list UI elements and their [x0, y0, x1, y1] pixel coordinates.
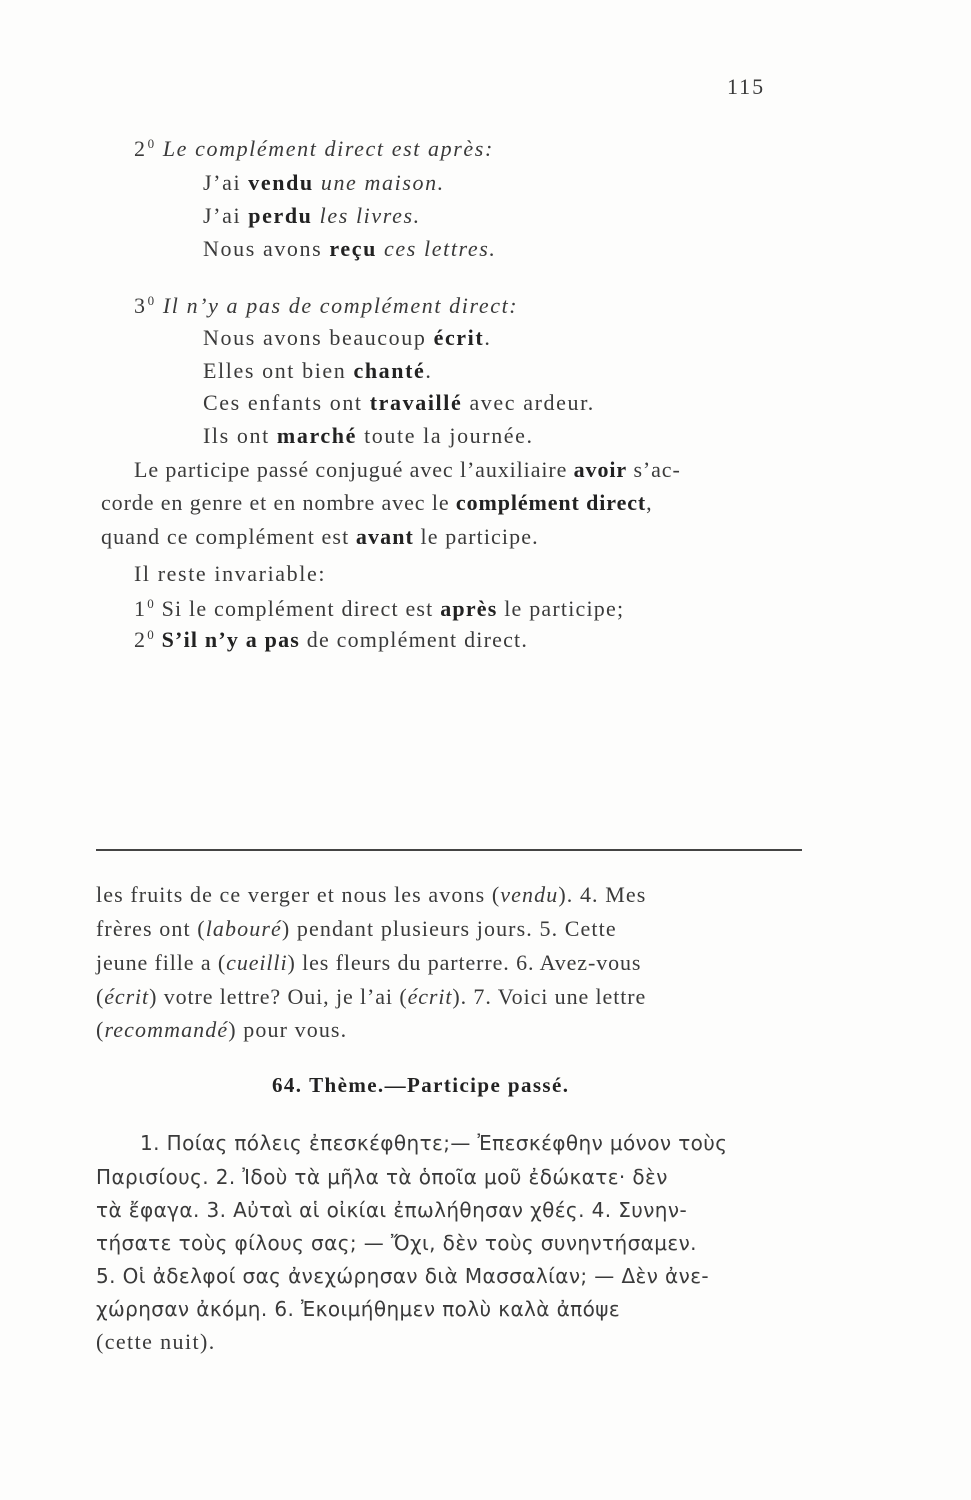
case-2-text: Le complément direct est après: — [162, 136, 494, 161]
exercise-text: ( — [96, 984, 105, 1009]
example-text: J’ai — [203, 170, 249, 195]
case-number: 2 — [134, 627, 147, 652]
example-participle: travaillé — [369, 390, 463, 415]
example-participle: vendu — [248, 170, 314, 195]
rule-text: quand ce complément est — [101, 524, 356, 549]
theme-heading — [272, 1075, 569, 1096]
theme-line: 5. Οἱ ἀδελφοί σας ἀνεχώρησαν διὰ Μασσαλίαν; — Δὲν ἀνε- — [96, 1264, 710, 1288]
rule-keyword: complément direct — [455, 490, 647, 515]
rule-text: le participe. — [413, 524, 539, 549]
example-line — [203, 360, 433, 382]
case-2-ordinal: 0 — [147, 136, 156, 151]
example-line — [203, 238, 497, 260]
exercise-verb: recommandé — [104, 1017, 229, 1042]
case-keyword: après — [440, 596, 498, 621]
example-line — [203, 172, 445, 194]
example-line — [203, 205, 421, 227]
case-ordinal: 0 — [147, 596, 155, 611]
case-2-heading — [134, 137, 494, 160]
theme-title: Thème.—Participe passé. — [309, 1073, 570, 1097]
rule-text: Le participe passé conjugué avec l’auxiliaire — [134, 457, 574, 482]
example-participle: reçu — [329, 236, 377, 261]
case-3-heading — [134, 294, 518, 317]
example-tail: avec ardeur. — [462, 390, 595, 415]
example-text: Ils ont — [203, 423, 277, 448]
invariable-case-2 — [134, 628, 528, 651]
case-text: de complément direct. — [300, 627, 529, 652]
rule-text: corde en genre et en nombre avec le — [101, 490, 456, 515]
exercise-text: ) les fleurs du parterre. 6. Avez-vous — [287, 950, 642, 975]
example-participle: écrit — [433, 325, 485, 350]
exercise-text: ) votre lettre? Oui, je l’ai ( — [149, 984, 408, 1009]
theme-line: Παρισίους. 2. Ἰδοὺ τὰ μῆλα τὰ ὁποῖα μοῦ ἐδώκατε· δὲν — [96, 1165, 668, 1189]
case-3-ordinal: 0 — [147, 293, 156, 308]
example-tail: toute la journée. — [356, 423, 534, 448]
theme-line-last: (cette nuit). — [96, 1329, 216, 1354]
example-participle: marché — [276, 423, 357, 448]
exercise-verb: vendu — [500, 882, 559, 907]
rule-line — [101, 492, 653, 514]
case-3-number: 3 — [134, 293, 147, 318]
invariable-label: Il reste invariable: — [134, 561, 327, 586]
theme-line: τήσατε τοὺς φίλους σας; — Ὄχι, δὲν τοὺς συνηντήσαμεν. — [96, 1231, 697, 1255]
case-2-number: 2 — [134, 136, 147, 161]
case-text: Si le complément direct est — [154, 596, 441, 621]
theme-line: τὰ ἔφαγα. 3. Αὐταὶ αἱ οἰκίαι ἐπωλήθησαν χθές. 4. Συνην- — [96, 1198, 688, 1222]
example-text: J’ai — [203, 203, 249, 228]
exercise-text: ) pendant plusieurs jours. 5. Cette — [281, 916, 617, 941]
exercise-text: ). 4. Mes — [558, 882, 647, 907]
exercise-verb: cueilli — [226, 950, 288, 975]
case-ordinal: 0 — [147, 627, 155, 642]
theme-line: χώρησαν ἀκόμη. 6. Ἐκοιμήθημεν πολὺ καλὰ ἀπόψε — [96, 1297, 621, 1321]
case-text: le participe; — [497, 596, 625, 621]
exercise-line — [96, 918, 617, 940]
example-participle: perdu — [248, 203, 313, 228]
exercise-text: frères ont ( — [96, 916, 206, 941]
theme-number: 64. — [272, 1073, 303, 1097]
theme-line: 1. Ποίας πόλεις ἐπεσκέφθητε;— Ἐπεσκέφθην μόνον τοὺς — [140, 1131, 728, 1155]
rule-keyword: avoir — [573, 457, 628, 482]
example-complement: une maison. — [313, 170, 445, 195]
section-divider — [96, 849, 802, 851]
exercise-line — [96, 1019, 347, 1041]
exercise-line — [96, 952, 641, 974]
example-tail: . — [484, 325, 492, 350]
exercise-text: jeune fille a ( — [96, 950, 227, 975]
example-complement: les livres. — [312, 203, 421, 228]
case-keyword: S’il n’y a pas — [154, 627, 301, 652]
rule-keyword: avant — [355, 524, 414, 549]
example-tail: . — [425, 358, 433, 383]
example-complement: ces lettres. — [376, 236, 497, 261]
exercise-verb: labouré — [205, 916, 282, 941]
example-text: Ces enfants ont — [203, 390, 370, 415]
example-line — [203, 425, 534, 447]
exercise-text: ). 7. Voici une lettre — [452, 984, 647, 1009]
example-line — [203, 392, 595, 414]
exercise-line — [96, 884, 646, 906]
page-number: 115 — [727, 74, 766, 99]
rule-text: , — [646, 490, 653, 515]
exercise-text: ) pour vous. — [228, 1017, 348, 1042]
example-text: Elles ont bien — [203, 358, 354, 383]
case-number: 1 — [134, 596, 147, 621]
example-line — [203, 327, 491, 349]
exercise-text: ( — [96, 1017, 105, 1042]
example-text: Nous avons beaucoup — [203, 325, 434, 350]
case-3-text: Il n’y a pas de complément direct: — [162, 293, 519, 318]
rule-line — [101, 526, 539, 548]
exercise-verb: écrit — [407, 984, 453, 1009]
exercise-line — [96, 986, 646, 1008]
exercise-text: les fruits de ce verger et nous les avons ( — [96, 882, 501, 907]
example-text: Nous avons — [203, 236, 330, 261]
example-participle: chanté — [353, 358, 426, 383]
rule-text: s’ac- — [627, 457, 681, 482]
exercise-verb: écrit — [104, 984, 150, 1009]
rule-line — [134, 459, 804, 481]
invariable-case-1 — [134, 597, 624, 620]
